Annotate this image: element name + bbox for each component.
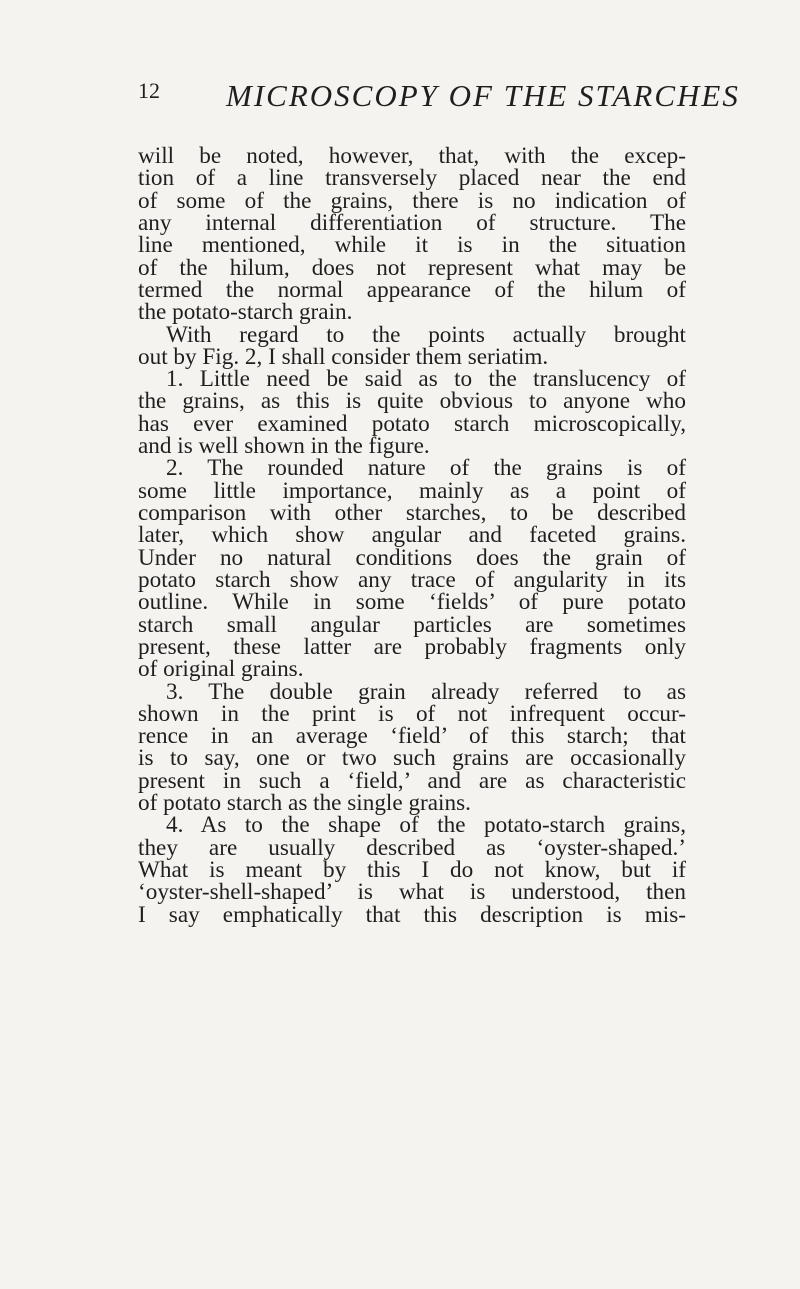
text-line: line mentioned, while it is in the situation (138, 232, 686, 259)
text-line: ‘oyster-shell-shaped’ is what is understood, then (138, 879, 686, 906)
text-line: later, which show angular and faceted grains. (138, 522, 686, 549)
text-line: present, these latter are probably fragments only (138, 633, 686, 660)
running-title: MICROSCOPY OF THE STARCHES (226, 78, 740, 113)
text-line: of potato starch as the single grains. (138, 790, 471, 817)
text-line: of some of the grains, there is no indication of (138, 187, 686, 214)
running-head (138, 78, 740, 118)
text-line: 3. The double grain already referred to as (166, 678, 686, 705)
text-line: With regard to the points actually brought (166, 321, 686, 348)
text-line: any internal differentiation of structure. The (138, 209, 686, 236)
text-line: they are usually described as ‘oyster-shaped.’ (138, 834, 686, 861)
body-text (138, 145, 686, 926)
text-line: outline. While in some ‘fields’ of pure potato (138, 589, 686, 616)
text-line: 1. Little need be said as to the translucency of (166, 366, 686, 393)
text-line: I say emphatically that this description is mis- (138, 901, 686, 928)
text-line: 2. The rounded nature of the grains is of (166, 455, 686, 482)
text-line: has ever examined potato starch microscopically, (138, 410, 686, 437)
text-line: of the hilum, does not represent what may be (138, 254, 686, 281)
text-line: 4. As to the shape of the potato-starch grains, (166, 812, 686, 839)
text-line: out by Fig. 2, I shall consider them seriatim. (138, 343, 549, 370)
text-line: starch small angular particles are sometimes (138, 611, 686, 638)
text-line: will be noted, however, that, with the excep- (138, 143, 686, 169)
text-line: present in such a ‘field,’ and are as characteristic (138, 767, 686, 794)
text-line: potato starch show any trace of angularity in its (138, 566, 686, 593)
text-line: the potato-starch grain. (138, 299, 353, 326)
text-line: What is meant by this I do not know, but if (138, 857, 686, 883)
text-line: the grains, as this is quite obvious to anyone who (138, 388, 686, 415)
text-line: termed the normal appearance of the hilum of (138, 276, 686, 303)
text-line: of original grains. (138, 656, 304, 683)
text-line: shown in the print is of not infrequent occur- (138, 700, 686, 727)
text-line: and is well shown in the figure. (138, 433, 430, 460)
text-line: is to say, one or two such grains are occasionally (138, 745, 686, 772)
text-line: Under no natural conditions does the grain of (138, 544, 686, 571)
text-line: comparison with other starches, to be described (138, 500, 686, 526)
page-number: 12 (138, 78, 160, 103)
text-line: tion of a line transversely placed near the end (138, 165, 686, 192)
text-line: some little importance, mainly as a point of (138, 477, 686, 504)
text-line: rence in an average ‘field’ of this starch; that (138, 723, 686, 750)
